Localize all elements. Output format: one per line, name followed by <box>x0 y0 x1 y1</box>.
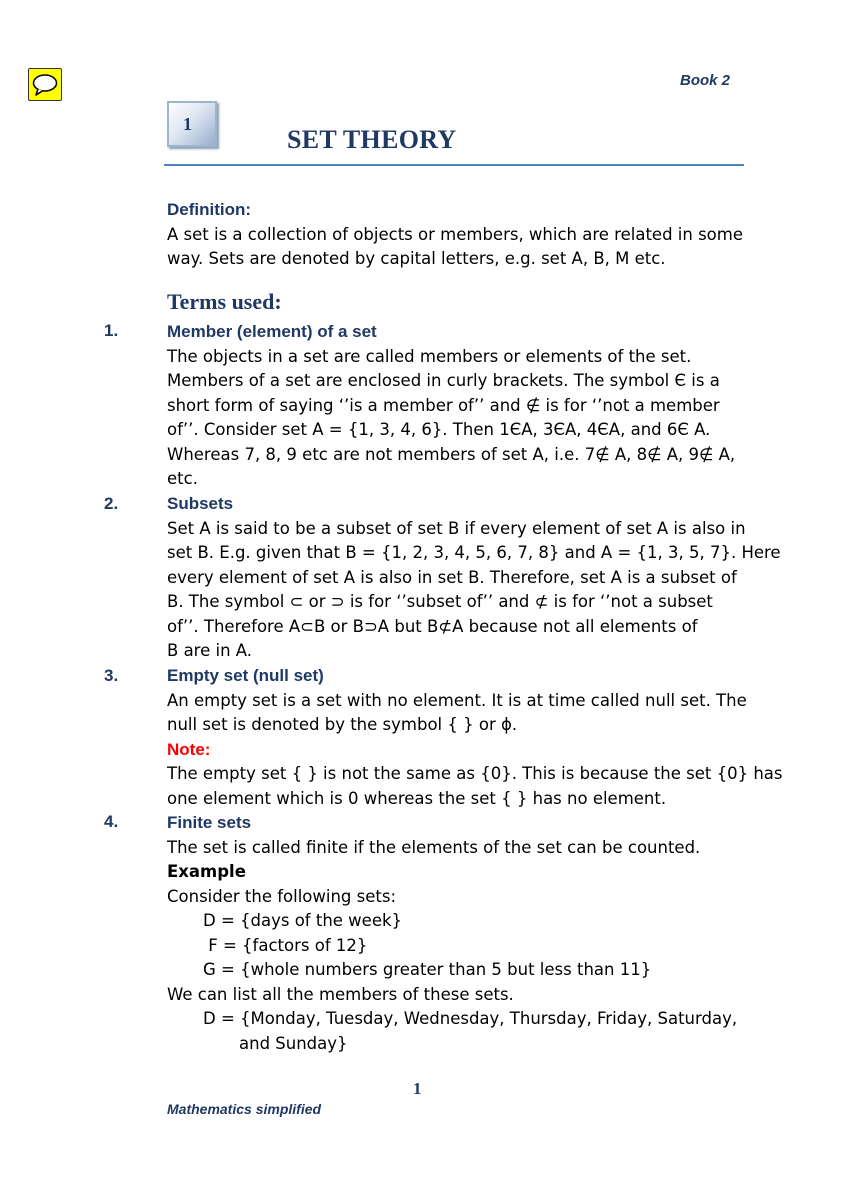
item-line: null set is denoted by the symbol { } or ϕ. <box>167 715 518 734</box>
set-definition: F = {factors of 12} <box>203 935 368 955</box>
item-number: 1. <box>104 321 119 340</box>
set-listing: and Sunday} <box>239 1033 348 1053</box>
set-definition: D = {days of the week} <box>203 911 403 930</box>
title-divider <box>164 164 744 166</box>
item-number: 3. <box>104 666 119 685</box>
item-line: etc. <box>167 469 198 488</box>
chapter-number: 1 <box>183 114 192 134</box>
item-line: Set A is said to be a subset of set B if every element of set A is also in <box>167 518 746 538</box>
footer-text: Mathematics simplified <box>167 1101 322 1117</box>
item-number: 4. <box>104 812 119 831</box>
item-subsets-section <box>167 492 781 664</box>
speech-bubble-icon <box>32 73 58 97</box>
definition-line: A set is a collection of objects or members, which are related in some <box>167 224 743 244</box>
book-label: Book 2 <box>680 72 731 89</box>
comment-icon[interactable] <box>28 68 62 101</box>
item-line: The set is called finite if the elements of the set can be counted. <box>167 837 701 857</box>
item-line: of’’. Consider set A = {1, 3, 4, 6}. Then 1ЄA, 3ЄA, 4ЄA, and 6Є A. <box>167 420 711 439</box>
list-intro: We can list all the members of these sets. <box>167 984 514 1004</box>
item-line: of’’. Therefore A⊂B or B⊃A but B⊄A because not all elements of <box>167 616 698 636</box>
item-line: B are in A. <box>167 641 253 660</box>
page-title: SET THEORY <box>287 125 457 154</box>
item-line: The objects in a set are called members or elements of the set. <box>167 346 692 366</box>
item-line: Whereas 7, 8, 9 etc are not members of set A, i.e. 7∉ A, 8∉ A, 9∉ A, <box>167 444 736 464</box>
terms-heading: Terms used: <box>167 289 282 314</box>
set-definition: G = {whole numbers greater than 5 but less than 11} <box>203 960 652 979</box>
note-line: The empty set { } is not the same as {0}. This is because the set {0} has <box>167 764 783 783</box>
definition-heading: Definition: <box>167 200 252 219</box>
item-line: every element of set A is also in set B. Therefore, set A is a subset of <box>167 567 737 587</box>
set-listing: D = {Monday, Tuesday, Wednesday, Thursday, Friday, Saturday, <box>203 1009 738 1028</box>
page-number: 1 <box>413 1079 422 1098</box>
note-line: one element which is 0 whereas the set { } has no element. <box>167 788 667 808</box>
item-line: Members of a set are enclosed in curly brackets. The symbol Є is a <box>167 371 720 390</box>
item-line: set B. E.g. given that B = {1, 2, 3, 4, 5, 6, 7, 8} and A = {1, 3, 5, 7}. Here <box>167 543 781 562</box>
definition-line: way. Sets are denoted by capital letters, e.g. set A, B, M etc. <box>167 249 666 268</box>
item-line: B. The symbol ⊂ or ⊃ is for ‘’subset of’’ and ⊄ is for ‘’not a subset <box>167 592 713 611</box>
example-intro: Consider the following sets: <box>167 886 397 906</box>
item-heading: Subsets <box>167 494 234 513</box>
item-heading: Member (element) of a set <box>167 322 377 341</box>
item-heading: Empty set (null set) <box>167 666 324 685</box>
example-label: Example <box>167 862 246 881</box>
definition-section <box>167 198 747 272</box>
item-finite-sets-section <box>167 811 747 1056</box>
item-member-section <box>167 320 747 492</box>
item-empty-set-section <box>167 664 783 811</box>
item-line: An empty set is a set with no element. It is at time called null set. The <box>167 690 747 710</box>
item-number: 2. <box>104 494 119 513</box>
item-heading: Finite sets <box>167 813 252 832</box>
item-line: short form of saying ‘’is a member of’’ and ∉ is for ‘’not a member <box>167 395 720 415</box>
note-label: Note: <box>167 739 211 759</box>
chapter-number-box <box>167 101 217 147</box>
